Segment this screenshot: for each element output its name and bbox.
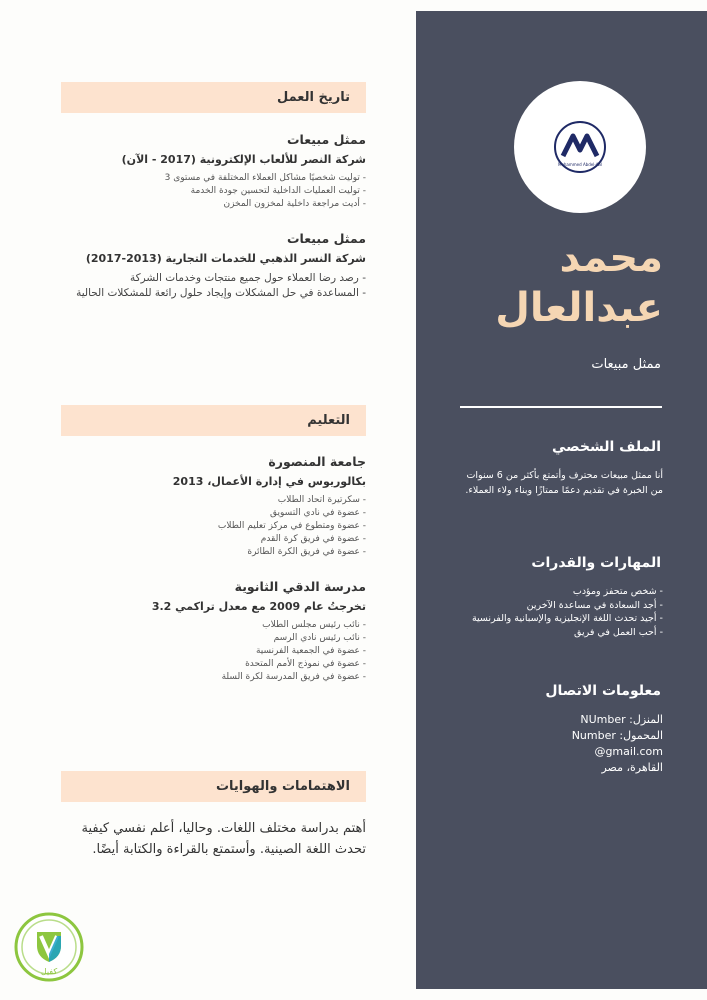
list-item: - عضوة في نادي التسويق — [270, 508, 366, 518]
school-name: جامعة المنصورة — [268, 454, 366, 469]
list-item: - رصد رضا العملاء حول جميع منتجات وخدمات الشركة — [130, 272, 366, 284]
skills-heading: المهارات والقدرات — [531, 555, 661, 571]
interests-heading: الاهتمامات والهوايات — [215, 779, 350, 794]
job-title: ممثل مبيعات — [591, 357, 661, 372]
list-item: - أحب العمل في فريق — [574, 626, 663, 638]
name-first: محمد — [559, 235, 663, 281]
list-item: - سكرتيرة اتحاد الطلاب — [277, 495, 366, 505]
contact-heading: معلومات الاتصال — [545, 683, 661, 699]
education-band — [61, 405, 366, 436]
list-item: - أديت مراجعة داخلية لمخزون المخزن — [223, 199, 366, 209]
school-bullets — [61, 494, 366, 559]
profile-heading: الملف الشخصي — [551, 439, 661, 455]
ma-monogram-logo — [547, 119, 613, 175]
candidate-name — [423, 233, 663, 333]
school-bullets — [61, 619, 366, 684]
list-item: - أجد السعادة في مساعدة الآخرين — [526, 599, 663, 611]
job-role: ممثل مبيعات — [287, 231, 366, 246]
sidebar — [416, 11, 707, 989]
job-role: ممثل مبيعات — [287, 132, 366, 147]
list-item: - عضوة ومتطوع في مركز تعليم الطلاب — [217, 521, 366, 531]
job-entry — [61, 231, 366, 301]
list-item: - شخص متحفز ومؤدب — [572, 586, 663, 597]
shield-logo-icon — [14, 912, 84, 982]
job-company: شركة النسر الذهبي للخدمات التجارية (2013-2017) — [85, 252, 366, 265]
contact-city: القاهرة، مصر — [601, 761, 663, 774]
skills-list — [443, 585, 663, 639]
list-item: - عضوة في فريق كرة القدم — [260, 534, 366, 544]
kafeel-watermark-logo — [14, 912, 84, 982]
list-item: - نائب رئيس نادي الرسم — [273, 633, 366, 643]
education-heading: التعليم — [307, 413, 350, 428]
list-item: - توليت شخصيًا مشاكل العملاء المختلفة في مستوى 3 — [164, 173, 366, 183]
interests-band — [61, 771, 366, 802]
logo-caption: Mohammed Abdel-Aal — [558, 162, 602, 167]
job-bullets — [61, 271, 366, 301]
school-degree: بكالوريوس في إدارة الأعمال، 2013 — [172, 475, 366, 488]
list-item: - عضوة في الجمعية الفرنسية — [255, 646, 366, 656]
interests-text: أهتم بدراسة مختلف اللغات. وحاليا، أعلم نفسي كيفية تحدث اللغة الصينية. وأستمتع بالقراءة والكتابة أيضًا. — [81, 821, 366, 857]
list-item: - عضوة في فريق المدرسة لكرة السلة — [221, 672, 366, 682]
list-item: - نائب رئيس مجلس الطلاب — [262, 620, 366, 630]
contact-home: المنزل: NUmber — [580, 713, 663, 726]
work-history-band — [61, 82, 366, 113]
profile-text: أنا ممثل مبيعات محترف وأتمتع بأكثر من 6 سنوات من الخبرة في تقديم دعمًا ممتازًا وبناء ولاء العملاء. — [465, 470, 663, 496]
job-company: شركة النصر للألعاب الإلكترونية (2017 - الآن) — [121, 153, 366, 166]
school-entry — [61, 579, 366, 684]
list-item: - توليت العمليات الداخلية لتحسين جودة الخدمة — [190, 186, 366, 196]
work-history-heading: تاريخ العمل — [276, 90, 350, 105]
list-item: - عضوة في نموذج الأمم المتحدة — [245, 659, 366, 669]
logo-avatar — [514, 81, 646, 213]
school-name: مدرسة الدقي الثانوية — [234, 579, 366, 594]
list-item: - أجيد تحدث اللغة الإنجليزية والإسبانية والفرنسية — [471, 613, 663, 624]
job-bullets — [61, 172, 366, 211]
name-last: عبدالعال — [495, 285, 663, 331]
contact-email: gmail.com@ — [594, 745, 663, 758]
sidebar-divider — [460, 406, 662, 408]
contact-info — [493, 712, 663, 776]
contact-mobile: المحمول: Number — [571, 729, 663, 742]
list-item: - عضوة في فريق الكرة الطائرة — [247, 547, 366, 557]
school-degree: تخرجتُ عام 2009 مع معدل تراكمي 3.2 — [151, 600, 366, 613]
list-item: - المساعدة في حل المشكلات وإيجاد حلول رائعة للمشكلات الحالية — [76, 287, 366, 299]
job-entry — [61, 132, 366, 211]
watermark-text: كفيل — [40, 967, 58, 976]
school-entry — [61, 454, 366, 559]
